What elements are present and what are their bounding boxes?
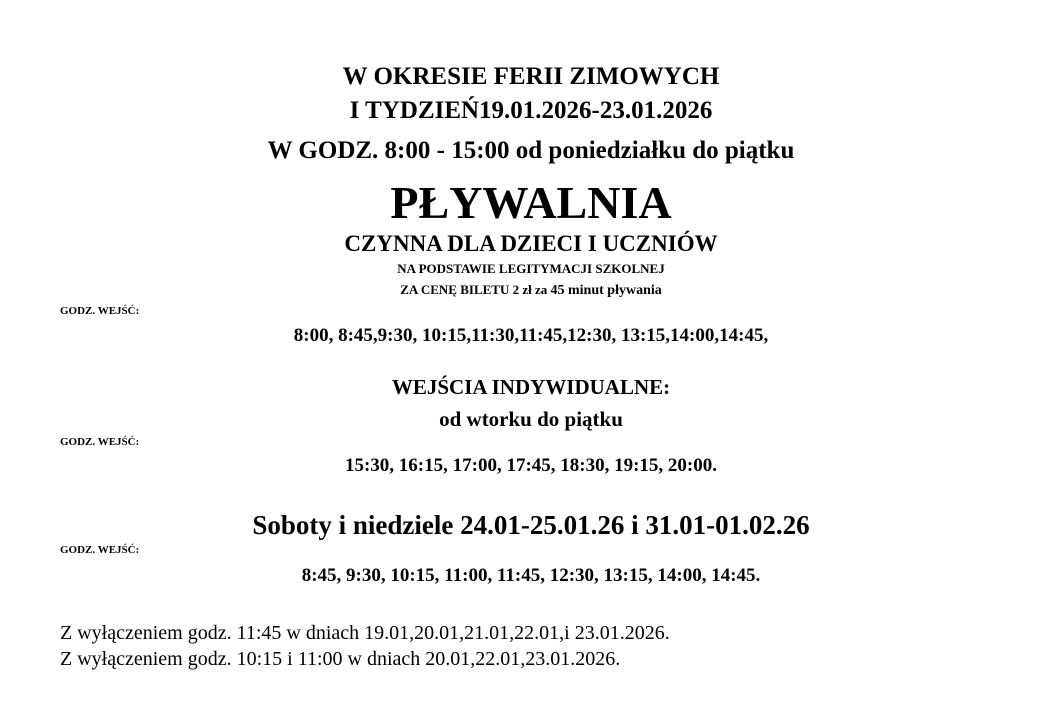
entry-times-3: 8:45, 9:30, 10:15, 11:00, 11:45, 12:30, 13:15, 14:00, 14:45. — [301, 565, 761, 586]
school-id-note: NA PODSTAWIE LEGITYMACJI SZKOLNEJ — [397, 261, 665, 276]
exclusion-note-2: Z wyłączeniem godz. 10:15 i 11:00 w dniach 20.01,22.01,23.01.2026. — [60, 648, 621, 670]
page-title: PŁYWALNIA — [390, 177, 672, 228]
entry-times-2: 15:30, 16:15, 17:00, 17:45, 18:30, 19:15, 20:00. — [344, 455, 718, 476]
individual-entries-days: od wtorku do piątku — [439, 407, 623, 431]
exclusion-note-1: Z wyłączeniem godz. 11:45 w dniach 19.01,20.01,21.01,22.01,i 23.01.2026. — [60, 622, 670, 644]
ticket-price-note — [0, 283, 1062, 298]
entry-hours-label-3: GODZ. WEJŚĆ: — [60, 544, 140, 556]
individual-entries-heading: WEJŚCIA INDYWIDUALNE: — [391, 375, 671, 399]
header-period-line: W OKRESIE FERII ZIMOWYCH — [342, 63, 720, 90]
entry-hours-label-2: GODZ. WEJŚĆ: — [60, 436, 140, 448]
subtitle: CZYNNA DLA DZIECI I UCZNIÓW — [344, 231, 718, 256]
entry-hours-label-1: GODZ. WEJŚĆ: — [60, 305, 140, 317]
header-hours-line: W GODZ. 8:00 - 15:00 od poniedziałku do piątku — [267, 137, 795, 164]
ticket-price-prefix: ZA CENĘ BILETU 2 zł za — [400, 282, 551, 297]
weekend-heading: Soboty i niedziele 24.01-25.01.26 i 31.01-01.02.26 — [252, 510, 810, 540]
ticket-duration: 45 minut pływania — [550, 283, 662, 298]
header-week-line: I TYDZIEŃ19.01.2026-23.01.2026 — [349, 97, 713, 124]
entry-times-1: 8:00, 8:45,9:30, 10:15,11:30,11:45,12:30, 13:15,14:00,14:45, — [293, 325, 769, 346]
